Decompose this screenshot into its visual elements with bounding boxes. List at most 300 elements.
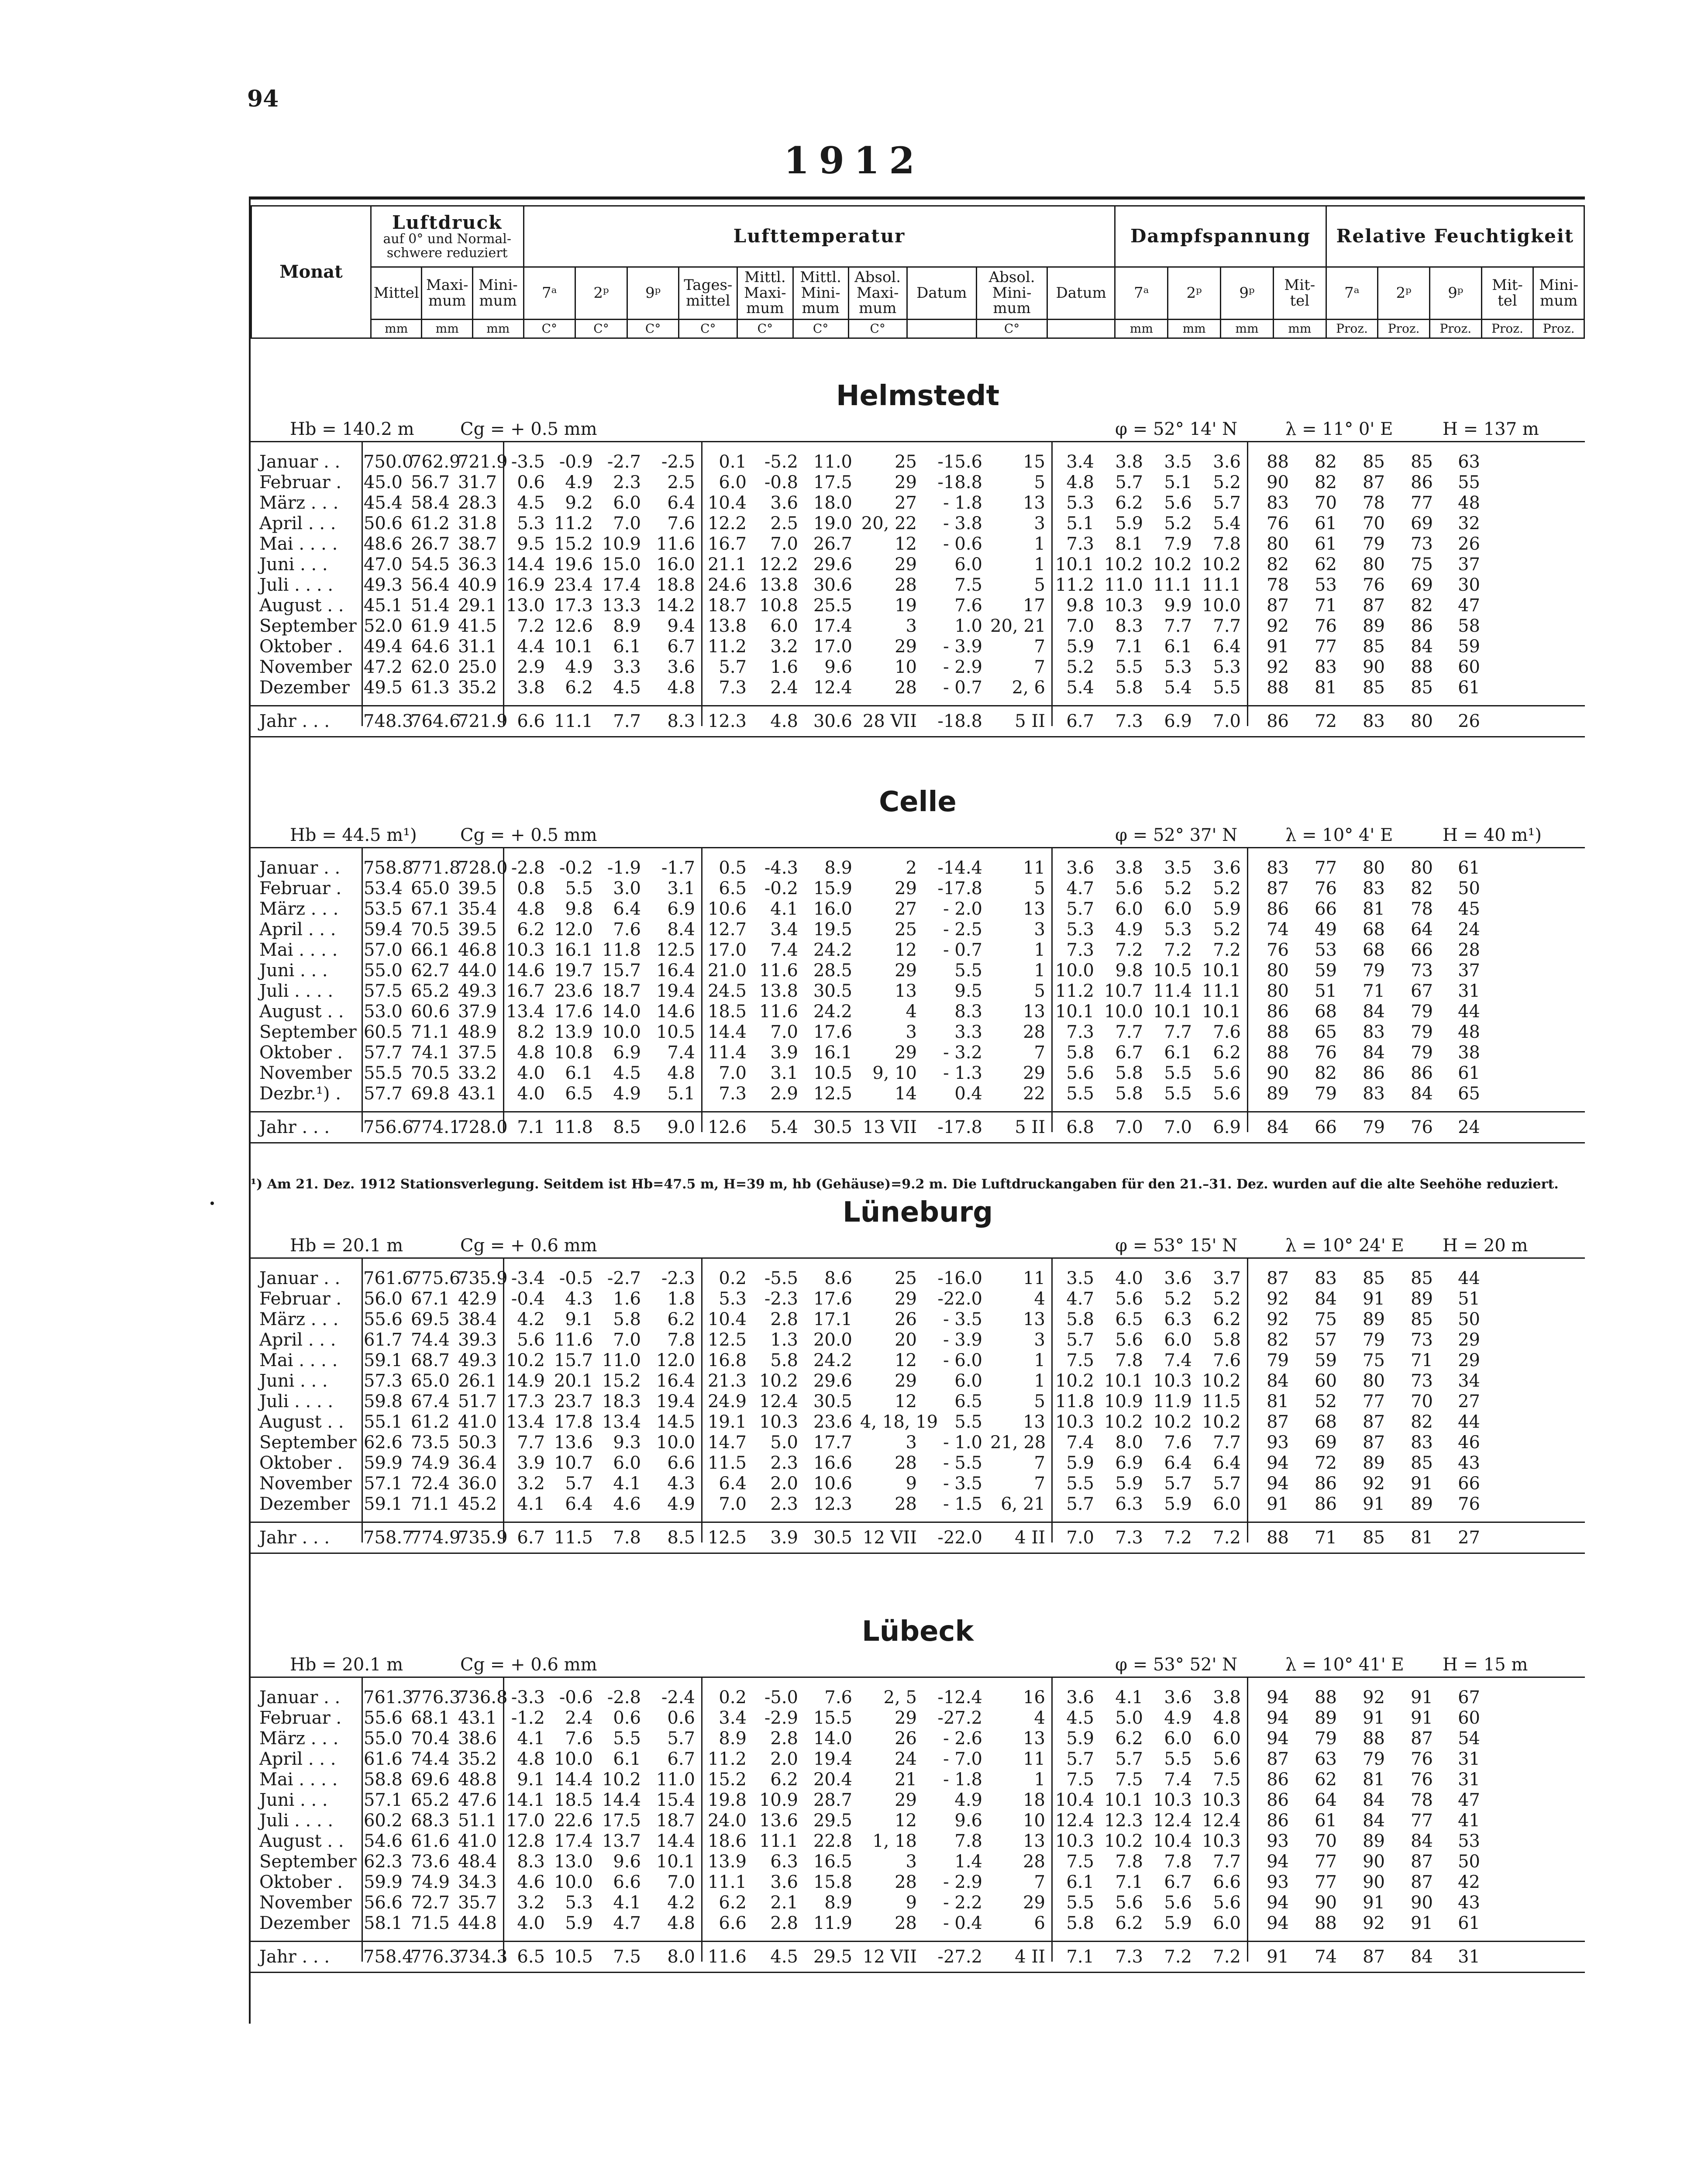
table-cell: 80 [1363,858,1385,878]
table-cell: 17.4 [554,1831,593,1851]
table-cell: 29 [895,878,917,899]
meta-phi: φ = 52° 14' N [1115,419,1238,439]
table-cell: 26 [895,1728,917,1749]
table-cell: 7.5 [1115,1770,1143,1790]
meta-phi: φ = 53° 15' N [1115,1236,1238,1256]
header-lufttemperatur: Lufttemperatur [523,206,1115,267]
table-cell: 75 [1363,1350,1385,1370]
table-cell: 4.1 [517,1728,545,1749]
table-cell: 69.5 [410,1309,450,1329]
table-cell: 94 [1267,1687,1289,1708]
table-cell: 61 [1458,858,1480,878]
table-cell: 74.1 [410,1043,450,1063]
table-cell: 6.7 [1115,1043,1143,1063]
table-cell: 5.4 [1164,678,1192,698]
table-cell: 13 [1023,1412,1045,1432]
table-cell: 15.9 [813,878,852,899]
month-label: Dezember [259,1913,350,1933]
table-cell: 11 [1023,1749,1045,1769]
table-cell: 736.8 [458,1687,508,1708]
table-cell: 1 [1034,940,1045,960]
table-cell: 8.0 [667,1947,695,1967]
month-label: März . . . [259,493,339,513]
table-cell: 6.9 [1164,711,1192,731]
table-cell: 6.6 [613,1872,641,1892]
table-cell: 7.2 [1164,1947,1192,1967]
table-cell: 4.8 [517,1043,545,1063]
table-cell: - 2.9 [943,1872,982,1892]
table-cell: 12.2 [707,513,747,534]
table-cell: 75 [1411,554,1433,575]
column-rule [362,1677,363,1962]
table-row [251,1687,1585,1708]
column-rule [503,1677,504,1962]
table-cell: 68 [1363,940,1385,960]
table-cell: -3.5 [511,452,545,472]
table-cell: 3.4 [719,1708,747,1728]
table-cell: 50.6 [363,513,403,534]
header-col: Mittel [371,267,422,320]
table-cell: 774.1 [410,1117,461,1137]
table-cell: 12.5 [656,940,695,960]
table-cell: 49.3 [458,981,497,1001]
table-cell: 13.4 [506,1002,545,1022]
table-cell: 66 [1458,1474,1480,1494]
table-cell: 10.1 [1202,1002,1241,1022]
table-cell: 13 [1023,1728,1045,1749]
table-cell: 762.9 [410,452,461,472]
table-cell: 29 [895,472,917,492]
table-cell: 11.2 [1055,575,1094,595]
table-cell: 11.8 [1055,1391,1094,1412]
table-cell: - 2.9 [943,657,982,677]
table-cell: 1 [1034,1350,1045,1370]
table-cell: 9.8 [1066,596,1094,616]
table-cell: 82 [1411,1412,1433,1432]
header-unit: mm [472,320,523,338]
table-cell: 10.4 [1153,1831,1192,1851]
table-cell: 17.8 [554,1412,593,1432]
table-cell: 5.5 [1164,1063,1192,1083]
table-cell: 49.4 [363,637,403,657]
month-label: Jahr . . . [259,1528,330,1548]
table-row [251,1749,1585,1770]
header-unit: Proz. [1430,320,1482,338]
table-cell: 69.8 [410,1084,450,1104]
table-cell: 14.2 [656,596,695,616]
table-cell: 29.5 [813,1947,852,1967]
table-cell: 80 [1363,554,1385,575]
month-label: Dezbr.¹) . [259,1084,341,1104]
table-cell: 3.8 [1115,858,1143,878]
table-cell: 3.9 [770,1043,798,1063]
table-cell: 4.6 [517,1872,545,1892]
table-cell: 1.4 [954,1852,982,1872]
table-cell: 84 [1267,1117,1289,1137]
table-cell: 10.4 [1055,1790,1094,1810]
table-cell: -22.0 [937,1289,982,1309]
meta-phi: φ = 52° 37' N [1115,825,1238,845]
table-cell: 10.3 [1055,1412,1094,1432]
table-cell: 34.3 [458,1872,497,1892]
table-cell: 62.6 [363,1432,403,1453]
table-cell: 57.1 [363,1474,403,1494]
table-cell: 5.5 [954,1412,982,1432]
table-cell: 92 [1363,1913,1385,1933]
table-cell: 53 [1315,940,1337,960]
table-cell: 72.7 [410,1893,450,1913]
table-cell: - 1.5 [943,1494,982,1514]
table-cell: 53.0 [363,1002,403,1022]
table-cell: 89 [1411,1494,1433,1514]
table-cell: 19.5 [813,919,852,940]
table-cell: 5.3 [1164,657,1192,677]
table-cell: 5.2 [1164,878,1192,899]
table-cell: 76 [1458,1494,1480,1514]
table-cell: 7.5 [1213,1770,1241,1790]
table-cell: 6.5 [954,1391,982,1412]
table-cell: 64.6 [410,637,450,657]
table-cell: 5.7 [1066,1494,1094,1514]
table-row [251,1494,1585,1515]
table-cell: 4 II [1015,1947,1045,1967]
table-cell: 8.9 [824,858,852,878]
table-cell: 68.3 [410,1811,450,1831]
table-cell: 2.1 [770,1893,798,1913]
table-cell: 5.5 [1066,1474,1094,1494]
table-cell: 6.3 [770,1852,798,1872]
table-cell: 5.2 [1213,472,1241,492]
table-cell: 50 [1458,1852,1480,1872]
table-cell: 86 [1411,616,1433,636]
table-cell: 10.9 [1104,1391,1143,1412]
table-cell: 7.0 [667,1872,695,1892]
table-cell: 58.1 [363,1913,403,1933]
table-cell: 17.1 [813,1309,852,1329]
table-cell: - 2.5 [943,919,982,940]
header-unit: mm [1273,320,1326,338]
table-cell: 60.2 [363,1811,403,1831]
table-cell: 28 [895,1453,917,1473]
header-col: 7ᵃ [1115,267,1168,320]
table-cell: 67.1 [410,899,450,919]
table-cell: 5.7 [1213,493,1241,513]
table-cell: 12 [895,1811,917,1831]
table-cell: 4.9 [954,1790,982,1810]
table-cell: 83 [1315,657,1337,677]
table-cell: 17.6 [813,1289,852,1309]
table-row [251,1947,1585,1967]
table-cell: 78 [1363,493,1385,513]
table-cell: -4.3 [764,858,798,878]
table-cell: 748.3 [363,711,413,731]
table-cell: 41.0 [458,1831,497,1851]
table-cell: 29.5 [813,1811,852,1831]
table-cell: 24 [895,1749,917,1769]
table-cell: 87 [1363,1412,1385,1432]
table-cell: 17.0 [707,940,747,960]
table-cell: 69 [1315,1432,1337,1453]
table-cell: 10.2 [1104,554,1143,575]
table-cell: 16.8 [707,1350,747,1370]
table-cell: 15.8 [813,1872,852,1892]
table-cell: 5.7 [667,1728,695,1749]
table-cell: 57.7 [363,1084,403,1104]
table-cell: 6.2 [719,1893,747,1913]
table-cell: 11.2 [707,1749,747,1769]
table-cell: 1.6 [770,657,798,677]
table-cell: 80 [1267,534,1289,554]
table-cell: 10.1 [1055,554,1094,575]
table-cell: 2.9 [770,1084,798,1104]
table-cell: 6.3 [1164,1309,1192,1329]
header-unit: Proz. [1481,320,1533,338]
table-cell: 94 [1267,1852,1289,1872]
table-cell: 56.0 [363,1289,403,1309]
table-cell: 10.6 [813,1474,852,1494]
table-cell: 3 [906,616,917,636]
table-cell: 45.4 [363,493,403,513]
table-cell: 22.6 [554,1811,593,1831]
header-col: 2ᵖ [575,267,627,320]
section-bottom-rule [251,1553,1585,1554]
table-cell: 92 [1267,1309,1289,1329]
table-cell: 7.8 [1115,1852,1143,1872]
table-cell: 12.5 [813,1084,852,1104]
table-cell: 15.0 [602,554,641,575]
table-cell: 15.2 [554,534,593,554]
table-cell: 88 [1315,1913,1337,1933]
table-cell: 91 [1411,1687,1433,1708]
table-cell: 77 [1315,858,1337,878]
table-cell: 43 [1458,1893,1480,1913]
table-cell: 6.7 [1066,711,1094,731]
table-cell: 5.5 [1164,1749,1192,1769]
table-cell: 6.0 [770,616,798,636]
table-cell: 13 [1023,493,1045,513]
table-cell: -2.4 [661,1687,695,1708]
table-cell: - 0.7 [943,678,982,698]
header-unit: C° [793,320,848,338]
table-cell: 4.8 [667,1913,695,1933]
table-cell: 11.1 [707,1872,747,1892]
table-cell: 5.9 [1164,1494,1192,1514]
table-row [251,575,1585,596]
table-cell: 3.8 [1115,452,1143,472]
table-cell: 17.0 [506,1811,545,1831]
table-cell: 11.6 [759,961,798,981]
table-cell: 6.1 [1164,1043,1192,1063]
table-cell: 6.2 [1213,1309,1241,1329]
table-cell: 10.9 [759,1790,798,1810]
table-cell: 17.6 [554,1002,593,1022]
meta-h: H = 40 m¹) [1443,825,1542,845]
table-cell: 14.4 [554,1770,593,1790]
table-cell: 48.6 [363,534,403,554]
table-cell: 47.6 [458,1790,497,1810]
table-cell: 3.6 [1066,858,1094,878]
table-cell: 4.8 [667,678,695,698]
table-cell: 77 [1411,493,1433,513]
table-cell: 5.6 [1213,1893,1241,1913]
table-cell: 10.7 [554,1453,593,1473]
table-cell: 9.3 [613,1432,641,1453]
table-cell: - 2.0 [943,899,982,919]
table-row [251,1309,1585,1330]
table-cell: 7.7 [1213,616,1241,636]
table-cell: 756.6 [363,1117,413,1137]
table-cell: 31.8 [458,513,497,534]
table-cell: 5.2 [1066,657,1094,677]
header-col: Mit-tel [1481,267,1533,320]
table-cell: 2.5 [770,513,798,534]
table-cell: - 7.0 [943,1749,982,1769]
table-cell: 12.5 [707,1528,747,1548]
table-row [251,1893,1585,1913]
table-cell: 1.8 [667,1289,695,1309]
table-cell: 7.9 [1164,534,1192,554]
table-cell: 47.0 [363,554,403,575]
table-cell: 6.2 [565,678,593,698]
table-cell: 72 [1315,1453,1337,1473]
table-cell: 6.1 [613,637,641,657]
table-cell: 11.0 [1104,575,1143,595]
table-cell: 31 [1458,1947,1480,1967]
header-unit: C° [523,320,575,338]
table-cell: 10.1 [1104,1790,1143,1810]
table-cell: 10.3 [1153,1371,1192,1391]
table-cell: 70.5 [410,1063,450,1083]
table-cell: - 3.5 [943,1309,982,1329]
table-cell: 12.3 [813,1494,852,1514]
table-cell: 3.5 [1164,452,1192,472]
table-cell: 0.5 [719,858,747,878]
table-cell: 38.4 [458,1309,497,1329]
table-cell: 6.4 [1164,1453,1192,1473]
table-cell: 67 [1458,1687,1480,1708]
table-cell: 12.4 [1055,1811,1094,1831]
month-label: September [259,1852,357,1872]
table-cell: 10.3 [1055,1831,1094,1851]
table-cell: 7.2 [517,616,545,636]
column-rule [1247,848,1248,1132]
table-cell: 4.5 [613,1063,641,1083]
header-unit: mm [1221,320,1274,338]
table-cell: 5.0 [1115,1708,1143,1728]
table-cell: -2.7 [607,1268,641,1288]
table-cell: 7.5 [1066,1852,1094,1872]
table-cell: 6.5 [719,878,747,899]
table-cell: 7.2 [1164,940,1192,960]
section-bottom-rule [251,1972,1585,1973]
table-cell: 8.9 [824,1893,852,1913]
table-cell: 16.1 [554,940,593,960]
table-cell: 10.2 [1202,554,1241,575]
table-cell: 86 [1267,1811,1289,1831]
meta-cg: Cg = + 0.5 mm [460,419,597,439]
month-label: Juli . . . . [259,1391,334,1412]
table-row [251,596,1585,616]
table-cell: 30.5 [813,981,852,1001]
table-cell: 39.3 [458,1330,497,1350]
table-cell: 61 [1458,678,1480,698]
table-cell: - 1.8 [943,1770,982,1790]
table-cell: 7.5 [1066,1350,1094,1370]
table-cell: 55.6 [363,1708,403,1728]
table-cell: 48.9 [458,1022,497,1042]
table-cell: 61.6 [363,1749,403,1769]
table-cell: 51.4 [410,596,450,616]
table-cell: -17.8 [937,878,982,899]
column-rule [503,848,504,1132]
table-cell: 3.2 [517,1893,545,1913]
table-cell: 4.5 [517,493,545,513]
jahr-separator [251,1111,1585,1112]
table-cell: 12 [895,940,917,960]
table-cell: 6.6 [667,1453,695,1473]
month-label: März . . . [259,1728,339,1749]
table-cell: 44 [1458,1412,1480,1432]
table-cell: 12.5 [707,1330,747,1350]
table-cell: 82 [1315,1063,1337,1083]
table-cell: 6.6 [719,1913,747,1933]
table-cell: 5.4 [1066,678,1094,698]
table-cell: -18.8 [937,472,982,492]
table-row [251,678,1585,698]
table-cell: 26 [895,1309,917,1329]
table-cell: 89 [1363,1309,1385,1329]
table-cell: 4.3 [565,1289,593,1309]
table-row [251,1872,1585,1893]
table-cell: 7.0 [1115,1117,1143,1137]
table-cell: 45.1 [363,596,403,616]
table-cell: 66.1 [410,940,450,960]
station-meta [251,825,1585,848]
table-cell: 11.0 [656,1770,695,1790]
table-cell: 7.0 [719,1494,747,1514]
table-cell: 92 [1267,1289,1289,1309]
table-cell: 58.8 [363,1770,403,1790]
meta-lambda: λ = 10° 41' E [1285,1655,1404,1675]
table-row [251,1289,1585,1309]
table-cell: -27.2 [937,1947,982,1967]
table-cell: 7.6 [565,1728,593,1749]
table-cell: 49 [1315,919,1337,940]
table-cell: 7 [1034,1872,1045,1892]
table-cell: 31 [1458,1770,1480,1790]
table-cell: 13.6 [554,1432,593,1453]
table-cell: 88 [1411,657,1433,677]
table-row [251,472,1585,493]
table-cell: 86 [1411,472,1433,492]
month-label: Oktober . [259,1043,343,1063]
table-cell: 65.2 [410,981,450,1001]
table-row [251,1330,1585,1350]
table-cell: 10.0 [554,1749,593,1769]
table-cell: - 1.3 [943,1063,982,1083]
table-cell: 19.8 [707,1790,747,1810]
table-cell: 70.5 [410,919,450,940]
table-cell: 6.2 [667,1309,695,1329]
table-cell: 758.4 [363,1947,413,1967]
table-cell: 5.6 [1213,1063,1241,1083]
table-cell: 36.0 [458,1474,497,1494]
table-cell: 26 [1458,534,1480,554]
table-cell: 11.1 [759,1831,798,1851]
table-cell: 11 [1023,858,1045,878]
table-cell: 36.4 [458,1453,497,1473]
table-cell: 6.1 [613,1749,641,1769]
